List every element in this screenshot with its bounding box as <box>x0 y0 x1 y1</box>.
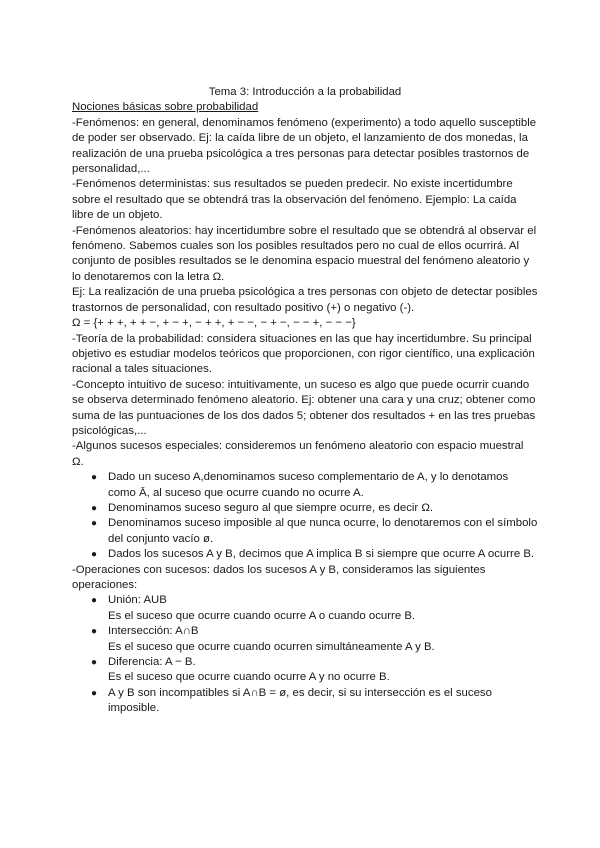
list-item-text: Dados los sucesos A y B, decimos que A implica B si siempre que ocurre A ocurre B. <box>108 548 535 561</box>
list-item <box>72 624 538 655</box>
bullet-icon: ● <box>90 472 98 484</box>
special-events-list <box>72 470 538 562</box>
list-item <box>72 655 538 686</box>
list-item <box>72 501 538 516</box>
operation-name: Diferencia: A − B. <box>108 656 196 669</box>
paragraph-sucesos-especiales: -Algunos sucesos especiales: consideremos un fenómeno aleatorio con espacio muestral Ω. <box>72 440 524 468</box>
list-item-text: Denominamos suceso seguro al que siempre ocurre, es decir Ω. <box>108 501 434 514</box>
operations-list <box>72 593 538 716</box>
paragraph-suceso: -Concepto intuitivo de suceso: intuitivamente, un suceso es algo que puede ocurrir cuando se observa determinado fenómeno aleatorio. Ej: obtener una cara y una cruz; obtener como suma de las puntuaciones de los dos dados 5; obtener dos resultados + en las tres pruebas psicológicas,... <box>72 378 536 437</box>
operation-name: A y B son incompatibles si A∩B = ø, es decir, si su intersección es el suceso imposible. <box>108 686 492 715</box>
bullet-icon: ● <box>90 518 98 530</box>
paragraph-ejemplo: Ej: La realización de una prueba psicológica a tres personas con objeto de detectar posibles trastornos de personalidad, con resultado positivo (+) o negativo (-). <box>72 286 538 314</box>
bullet-icon: ● <box>90 657 98 669</box>
operation-description: Es el suceso que ocurre cuando ocurren simultáneamente A y B. <box>108 640 435 653</box>
paragraph-aleatorios: -Fenómenos aleatorios: hay incertidumbre sobre el resultado que se obtendrá al observar el fenómeno. Sabemos cuales son los posibles resultados pero no cual de ellos ocurrirá. Al conjunto de posibles resultados se le denomina espacio muestral del fenómeno aleatorio y lo denotaremos con la letra Ω. <box>72 224 537 283</box>
document-content <box>72 85 538 717</box>
list-item <box>72 547 538 562</box>
operation-description: Es el suceso que ocurre cuando ocurre A o cuando ocurre B. <box>108 609 416 622</box>
list-item-text: Denominamos suceso imposible al que nunca ocurre, lo denotaremos con el símbolo del conjunto vacío ø. <box>108 517 538 545</box>
paragraph-deterministas: -Fenómenos deterministas: sus resultados se pueden predecir. No existe incertidumbre sobre el resultado que se obtendrá tras la observación del fenómeno. Ejemplo: La caída libre de un objeto. <box>72 178 517 222</box>
list-item <box>72 686 538 717</box>
list-item <box>72 593 538 624</box>
paragraph-teoria: -Teoría de la probabilidad: considera situaciones en las que hay incertidumbre. Su principal objetivo es estudiar modelos teóricos que proporcionen, con rigor científico, una explicación racional a tales situaciones. <box>72 332 535 376</box>
bullet-icon: ● <box>90 626 98 638</box>
list-item <box>72 516 538 547</box>
document-title: Tema 3: Introducción a la probabilidad <box>208 86 402 98</box>
bullet-icon: ● <box>90 595 98 607</box>
paragraph-fenomenos: -Fenómenos: en general, denominamos fenómeno (experimento) a todo aquello susceptible de poder ser observado. Ej: la caída libre de un objeto, el lanzamiento de dos monedas, la realización de una prueba psicológica a tres personas para detectar posibles trastornos de personalidad,... <box>72 116 537 176</box>
bullet-icon: ● <box>90 687 98 699</box>
operation-name: Unión: AUB <box>108 594 167 607</box>
bullet-icon: ● <box>90 502 98 514</box>
sample-space-formula: Ω = {+ + +, + + −, + − +, − + +, + − −, − + −, − − +, − − −} <box>72 317 356 330</box>
paragraph-operaciones: -Operaciones con sucesos: dados los sucesos A y B, consideramos las siguientes operaciones: <box>72 563 486 591</box>
list-item-text: Dado un suceso A,denominamos suceso complementario de A, y lo denotamos como Ā, al suceso que ocurre cuando no ocurre A. <box>108 471 509 499</box>
operation-name: Intersección: A∩B <box>108 625 199 638</box>
operation-description: Es el suceso que ocurre cuando ocurre A y no ocurre B. <box>108 671 390 684</box>
list-item <box>72 470 538 501</box>
bullet-icon: ● <box>90 549 98 561</box>
section-heading: Nociones básicas sobre probabilidad <box>72 101 259 114</box>
